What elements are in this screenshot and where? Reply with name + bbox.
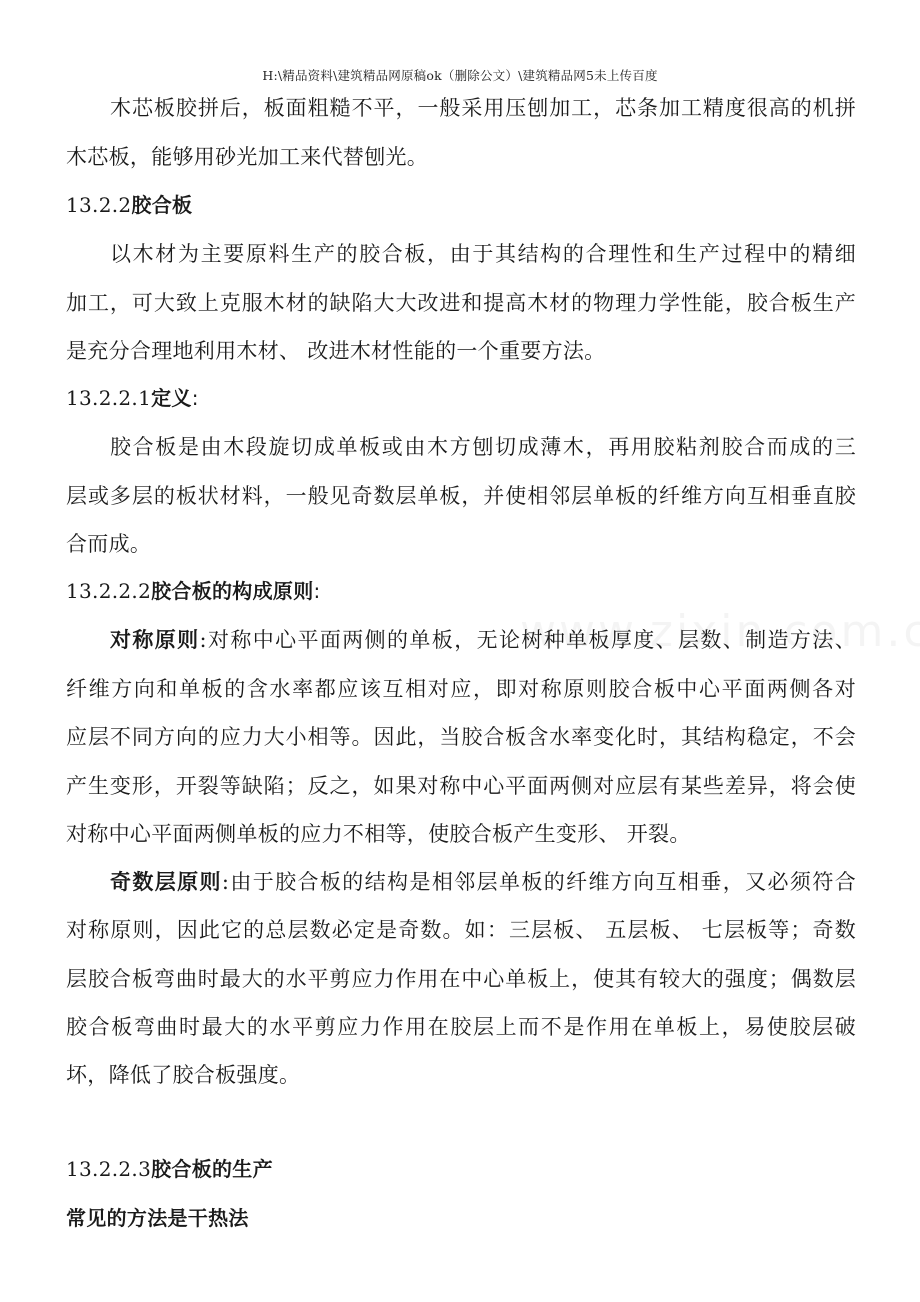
section-title: 胶合板	[131, 193, 193, 217]
paragraph-line: 产生变形，开裂等缺陷；反之，如果对称中心平面两侧对应层有某些差异，将会使	[66, 774, 856, 798]
paragraph-line: 坏，降低了胶合板强度。	[66, 1063, 301, 1087]
section-title: 胶合板的构成原则	[151, 579, 314, 603]
section-heading	[66, 190, 856, 220]
paragraph-line: 加工，可大致上克服木材的缺陷大大改进和提高木材的物理力学性能，胶合板生产	[66, 291, 856, 315]
paragraph-line: 层胶合板弯曲时最大的水平剪应力作用在中心单板上，使其有较大的强度；偶数层	[66, 967, 856, 991]
principle-label: 对称原则	[110, 628, 200, 652]
paragraph-line: 层或多层的板状材料，一般见奇数层单板，并使相邻层单板的纤维方向互相垂直胶	[66, 484, 856, 508]
paragraph-line: 是充分合理地利用木材、 改进木材性能的一个重要方法。	[66, 339, 606, 363]
paragraph-line	[110, 867, 856, 897]
heading-colon: :	[313, 579, 321, 603]
section-number: 13.2.2.2	[66, 579, 152, 603]
section-number: 13.2.2.3	[66, 1157, 152, 1181]
paragraph-line: 以木材为主要原料生产的胶合板，由于其结构的合理性和生产过程中的精细	[110, 242, 856, 266]
heading-colon: :	[191, 386, 199, 410]
file-path-header: H:\精品资料\建筑精品网原稿ok（删除公文）\建筑精品网5未上传百度	[262, 68, 658, 83]
paragraph-line	[110, 625, 856, 655]
section-number: 13.2.2	[66, 193, 132, 217]
paragraph-line: 对称原则，因此它的总层数必定是奇数。如：三层板、 五层板、 七层板等；奇数	[66, 918, 856, 942]
paragraph-text: :对称中心平面两侧的单板，无论树种单板厚度、层数、制造方法、	[199, 628, 856, 652]
section-number: 13.2.2.1	[66, 386, 152, 410]
section-heading	[66, 383, 856, 413]
section-title: 胶合板的生产	[151, 1157, 273, 1181]
section-title: 定义	[151, 386, 192, 410]
principle-label: 奇数层原则	[110, 870, 222, 894]
paragraph-line: 纤维方向和单板的含水率都应该互相对应，即对称原则胶合板中心平面两侧各对	[66, 677, 856, 701]
sub-heading: 常见的方法是干热法	[66, 1206, 249, 1230]
paragraph-line: 木芯板胶拼后，板面粗糙不平，一般采用压刨加工，芯条加工精度很高的机拼	[110, 96, 856, 120]
section-heading	[66, 1154, 856, 1184]
paragraph-line: 胶合板弯曲时最大的水平剪应力作用在胶层上而不是作用在单板上，易使胶层破	[66, 1015, 856, 1039]
paragraph-text: :由于胶合板的结构是相邻层单板的纤维方向互相垂，又必须符合	[221, 870, 857, 894]
paragraph-line: 应层不同方向的应力大小相等。因此，当胶合板含水率变化时，其结构稳定，不会	[66, 725, 856, 749]
paragraph-line: 对称中心平面两侧单板的应力不相等，使胶合板产生变形、 开裂。	[66, 822, 691, 846]
paragraph-line: 胶合板是由木段旋切成单板或由木方刨切成薄木，再用胶粘剂胶合而成的三	[110, 435, 856, 459]
section-heading	[66, 576, 856, 606]
paragraph-line: 合而成。	[66, 532, 152, 556]
paragraph-line: 木芯板，能够用砂光加工来代替刨光。	[66, 145, 429, 169]
